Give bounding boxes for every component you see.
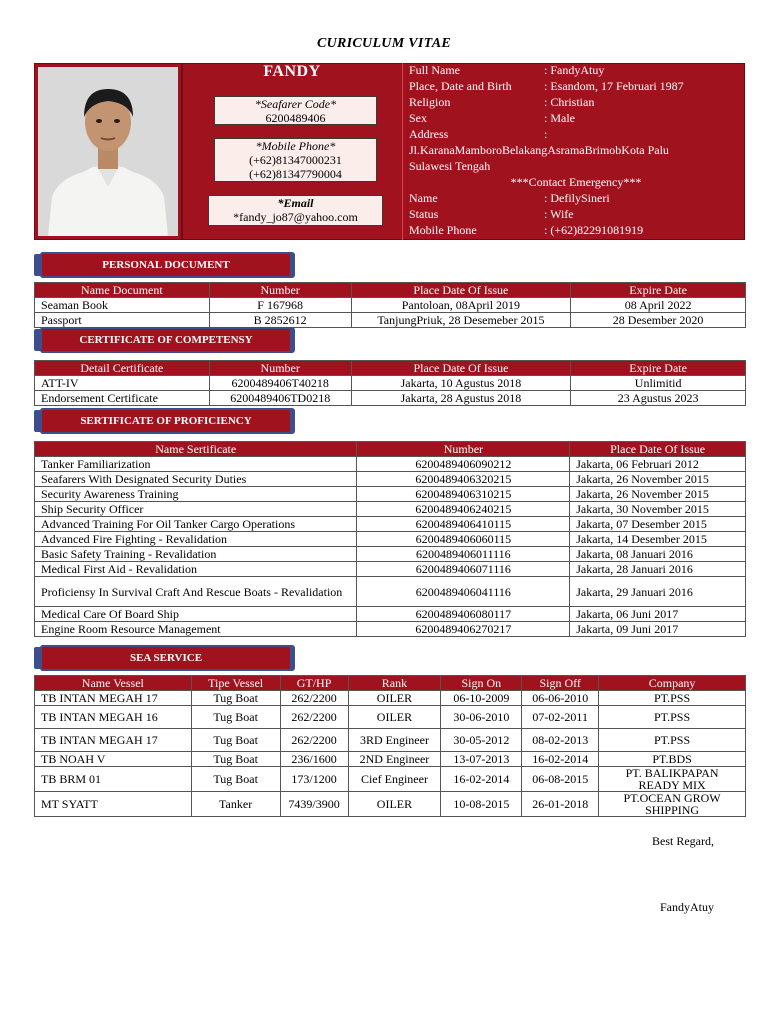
table-row: [35, 562, 746, 577]
birth-key: Place, Date and Birth: [409, 79, 512, 93]
table-cell: 7439/3900: [280, 792, 348, 817]
portrait-illustration: [38, 67, 178, 236]
table-cell: 23 Agustus 2023: [571, 391, 746, 406]
column-header: Number: [209, 283, 351, 298]
ec-status-value: : Wife: [544, 207, 574, 221]
mobile-phone-2: (+62)81347790004: [249, 167, 342, 181]
table-cell: Advanced Fire Fighting - Revalidation: [35, 532, 357, 547]
table-cell: 16-02-2014: [522, 752, 599, 767]
ec-phone-key: Mobile Phone: [409, 223, 477, 237]
ec-name-row: [409, 190, 743, 206]
table-cell: Medical Care Of Board Ship: [35, 607, 357, 622]
table-cell: 6200489406240215: [357, 502, 570, 517]
table-cell: Jakarta, 06 Februari 2012: [570, 457, 746, 472]
table-cell: F 167968: [209, 298, 351, 313]
table-cell: 6200489406060115: [357, 532, 570, 547]
table-row: [35, 298, 746, 313]
table-row: [35, 472, 746, 487]
table-cell: 6200489406320215: [357, 472, 570, 487]
table-cell: Tug Boat: [191, 729, 280, 752]
column-header: Name Sertificate: [35, 442, 357, 457]
table-header-row: [35, 676, 746, 691]
mobile-phone-1: (+62)81347000231: [249, 153, 342, 167]
address-row: [409, 126, 743, 142]
table-cell: TB BRM 01: [35, 767, 192, 792]
table-cell: Tanker: [191, 792, 280, 817]
table-row: [35, 487, 746, 502]
ec-status-key: Status: [409, 207, 439, 221]
seafarer-code-label: *Seafarer Code*: [254, 97, 337, 111]
table-cell: 6200489406090212: [357, 457, 570, 472]
table-row: [35, 547, 746, 562]
table-cell: Jakarta, 14 Desember 2015: [570, 532, 746, 547]
proficiency-banner: SERTIFICATE OF PROFICIENCY: [40, 408, 292, 434]
table-cell: Jakarta, 08 Januari 2016: [570, 547, 746, 562]
personal-document-banner: PERSONAL DOCUMENT: [40, 252, 292, 278]
religion-value: : Christian: [544, 95, 595, 109]
proficiency-table: [34, 441, 746, 637]
table-cell: Endorsement Certificate: [35, 391, 210, 406]
table-cell: 06-06-2010: [522, 691, 599, 706]
table-cell: 6200489406310215: [357, 487, 570, 502]
table-cell: OILER: [348, 792, 441, 817]
table-cell: 262/2200: [280, 706, 348, 729]
table-cell: 16-02-2014: [441, 767, 522, 792]
table-cell: TB INTAN MEGAH 17: [35, 729, 192, 752]
table-header-row: [35, 361, 746, 376]
table-cell: Advanced Training For Oil Tanker Cargo Operations: [35, 517, 357, 532]
table-cell: B 2852612: [209, 313, 351, 328]
column-header: Expire Date: [571, 283, 746, 298]
table-cell: Ship Security Officer: [35, 502, 357, 517]
table-row: [35, 792, 746, 817]
table-cell: Security Awareness Training: [35, 487, 357, 502]
personal-info: [409, 62, 743, 238]
table-cell: Tug Boat: [191, 752, 280, 767]
candidate-name: FANDY: [263, 63, 321, 80]
column-header: Number: [209, 361, 351, 376]
email-label: *Email: [277, 196, 314, 210]
table-cell: Jakarta, 28 Januari 2016: [570, 562, 746, 577]
sex-key: Sex: [409, 111, 427, 125]
table-cell: Pantoloan, 08April 2019: [351, 298, 571, 313]
table-row: [35, 517, 746, 532]
column-header: Company: [599, 676, 746, 691]
competency-table: [34, 360, 746, 406]
table-cell: 08 April 2022: [571, 298, 746, 313]
table-cell: 6200489406T40218: [209, 376, 351, 391]
table-cell: 6200489406011116: [357, 547, 570, 562]
table-cell: Cief Engineer: [348, 767, 441, 792]
table-cell: MT SYATT: [35, 792, 192, 817]
signature-name: FandyAtuy: [660, 900, 714, 914]
table-cell: 6200489406080117: [357, 607, 570, 622]
table-cell: 6200489406410115: [357, 517, 570, 532]
table-cell: ATT-IV: [35, 376, 210, 391]
table-row: [35, 767, 746, 792]
table-row: [35, 457, 746, 472]
table-cell: 26-01-2018: [522, 792, 599, 817]
column-header: Tipe Vessel: [191, 676, 280, 691]
competency-banner: CERTIFICATE OF COMPETENSY: [40, 327, 292, 353]
ec-name-value: : DefilySineri: [544, 191, 610, 205]
table-row: [35, 577, 746, 607]
mobile-phone-label: *Mobile Phone*: [255, 139, 336, 153]
table-cell: PT.PSS: [599, 706, 746, 729]
seafarer-code-box: [214, 96, 377, 125]
table-row: [35, 729, 746, 752]
table-row: [35, 752, 746, 767]
table-cell: 06-08-2015: [522, 767, 599, 792]
table-cell: 6200489406270217: [357, 622, 570, 637]
table-cell: TB INTAN MEGAH 17: [35, 691, 192, 706]
table-cell: 262/2200: [280, 729, 348, 752]
table-cell: 173/1200: [280, 767, 348, 792]
table-row: [35, 502, 746, 517]
table-cell: 6200489406071116: [357, 562, 570, 577]
table-cell: Jakarta, 26 November 2015: [570, 472, 746, 487]
table-row: [35, 532, 746, 547]
table-cell: Jakarta, 06 Juni 2017: [570, 607, 746, 622]
table-cell: PT.PSS: [599, 729, 746, 752]
table-cell: TanjungPriuk, 28 Desemeber 2015: [351, 313, 571, 328]
table-cell: PT.OCEAN GROW SHIPPING: [599, 792, 746, 817]
table-cell: TB NOAH V: [35, 752, 192, 767]
table-cell: 262/2200: [280, 691, 348, 706]
table-cell: 13-07-2013: [441, 752, 522, 767]
column-header: Sign Off: [522, 676, 599, 691]
table-cell: Tanker Familiarization: [35, 457, 357, 472]
table-cell: TB INTAN MEGAH 16: [35, 706, 192, 729]
sea-service-banner: SEA SERVICE: [40, 645, 292, 671]
table-cell: PT.BDS: [599, 752, 746, 767]
ec-status-row: [409, 206, 743, 222]
photo-frame: [34, 63, 182, 240]
address-line-1: Jl.KaranaMamboroBelakangAsramaBrimobKota Palu: [409, 143, 669, 157]
ec-phone-row: [409, 222, 743, 238]
table-cell: Unlimitid: [571, 376, 746, 391]
table-cell: 6200489406041116: [357, 577, 570, 607]
table-cell: Jakarta, 30 November 2015: [570, 502, 746, 517]
mobile-phone-box: [214, 138, 377, 182]
table-cell: Tug Boat: [191, 767, 280, 792]
table-row: [35, 691, 746, 706]
address-value: :: [544, 127, 548, 141]
ec-phone-value: : (+62)82291081919: [544, 223, 644, 237]
table-cell: Basic Safety Training - Revalidation: [35, 547, 357, 562]
table-cell: OILER: [348, 691, 441, 706]
email-box: [208, 195, 383, 226]
table-cell: Proficiensy In Survival Craft And Rescue Boats - Revalidation: [35, 577, 357, 607]
table-cell: Jakarta, 09 Juni 2017: [570, 622, 746, 637]
full-name-value: : FandyAtuy: [544, 63, 605, 77]
personal-document-table: [34, 282, 746, 328]
sex-row: [409, 110, 743, 126]
table-cell: Jakarta, 07 Desember 2015: [570, 517, 746, 532]
table-cell: 10-08-2015: [441, 792, 522, 817]
table-cell: 236/1600: [280, 752, 348, 767]
column-header: Place Date Of Issue: [570, 442, 746, 457]
table-cell: 07-02-2011: [522, 706, 599, 729]
table-cell: 06-10-2009: [441, 691, 522, 706]
table-cell: Seafarers With Designated Security Duties: [35, 472, 357, 487]
table-cell: Jakarta, 10 Agustus 2018: [351, 376, 571, 391]
table-cell: Passport: [35, 313, 210, 328]
sex-value: : Male: [544, 111, 575, 125]
best-regard: Best Regard,: [652, 834, 714, 848]
table-cell: Tug Boat: [191, 706, 280, 729]
table-cell: Jakarta, 28 Agustus 2018: [351, 391, 571, 406]
table-row: [35, 706, 746, 729]
column-header: Place Date Of Issue: [351, 361, 571, 376]
full-name-key: Full Name: [409, 63, 460, 77]
column-header: Name Vessel: [35, 676, 192, 691]
header-divider: [402, 63, 403, 240]
table-row: [35, 376, 746, 391]
profile-photo: [38, 67, 178, 236]
table-cell: 08-02-2013: [522, 729, 599, 752]
column-header: Rank: [348, 676, 441, 691]
table-cell: Tug Boat: [191, 691, 280, 706]
column-header: Expire Date: [571, 361, 746, 376]
table-cell: Seaman Book: [35, 298, 210, 313]
table-cell: 2ND Engineer: [348, 752, 441, 767]
email-value: *fandy_jo87@yahoo.com: [233, 210, 358, 224]
table-cell: Engine Room Resource Management: [35, 622, 357, 637]
page-title: CURICULUM VITAE: [316, 36, 452, 51]
contact-emergency-heading: ***Contact Emergency***: [510, 175, 642, 189]
table-row: [35, 622, 746, 637]
table-header-row: [35, 283, 746, 298]
column-header: Name Document: [35, 283, 210, 298]
seafarer-code-value: 6200489406: [265, 111, 326, 125]
table-cell: 3RD Engineer: [348, 729, 441, 752]
table-header-row: [35, 442, 746, 457]
table-cell: 30-05-2012: [441, 729, 522, 752]
ec-name-key: Name: [409, 191, 438, 205]
table-cell: 6200489406TD0218: [209, 391, 351, 406]
table-cell: Jakarta, 26 November 2015: [570, 487, 746, 502]
table-row: [35, 313, 746, 328]
column-header: Sign On: [441, 676, 522, 691]
birth-value: : Esandom, 17 Februari 1987: [544, 79, 684, 93]
column-header: Detail Certificate: [35, 361, 210, 376]
table-cell: Jakarta, 29 Januari 2016: [570, 577, 746, 607]
table-row: [35, 607, 746, 622]
column-header: GT/HP: [280, 676, 348, 691]
address-key: Address: [409, 127, 449, 141]
column-header: Number: [357, 442, 570, 457]
table-cell: 30-06-2010: [441, 706, 522, 729]
full-name-row: [409, 62, 743, 78]
address-line-2: Sulawesi Tengah: [409, 159, 491, 173]
table-cell: OILER: [348, 706, 441, 729]
sea-service-table: [34, 675, 746, 817]
table-cell: PT.PSS: [599, 691, 746, 706]
religion-key: Religion: [409, 95, 451, 109]
table-cell: Medical First Aid - Revalidation: [35, 562, 357, 577]
table-cell: 28 Desember 2020: [571, 313, 746, 328]
table-cell: PT. BALIKPAPAN READY MIX: [599, 767, 746, 792]
table-row: [35, 391, 746, 406]
column-header: Place Date Of Issue: [351, 283, 571, 298]
religion-row: [409, 94, 743, 110]
birth-row: [409, 78, 743, 94]
